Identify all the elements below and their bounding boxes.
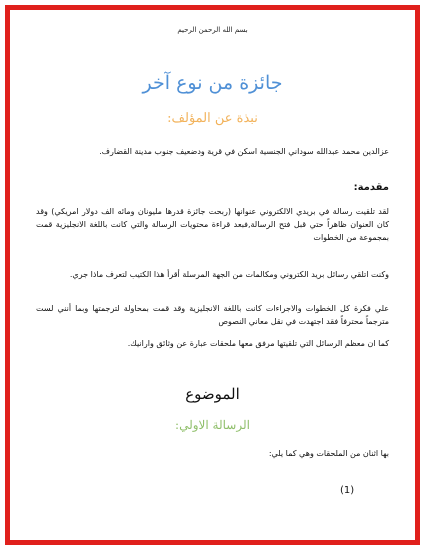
author-bio: عزالدين محمد عبدالله سوداني الجنسية اسكن في قرية ودضعيف جنوب مدينة القضارف. (99, 147, 389, 156)
paragraph-3: علي فكرة كل الخطوات والاجراءات كانت باللغة الانجليزية وقد قمت بمحاولة لترجمتها وبما أنني لست مترجماً محترفاً فقد اجتهدت في نقل معاني النصوص (36, 304, 389, 326)
author-heading: نبذة عن المؤلف: (167, 111, 258, 126)
document-title: جائزة من نوع آخر (142, 72, 283, 94)
paragraph-2: وكنت اتلقي رسائل بريد الكتروني ومكالمات من الجهة المرسلة أقرأ هذا الكتيب لتعرف ماذا جري. (69, 270, 389, 279)
page-number: (1) (340, 485, 355, 496)
letter-heading: الرسالة الاولي: (175, 418, 250, 432)
basmala: بسم الله الرحمن الرحيم (177, 26, 248, 34)
paragraph-4: كما ان معظم الرسائل التي تلقيتها مرفق معها ملحقات عبارة عن وثائق وارانيك. (127, 339, 389, 348)
document-page (5, 5, 420, 545)
topic-heading: الموضوع (185, 385, 240, 403)
letter-intro: بها اثنان من الملحقات وهي كما يلي: (268, 449, 389, 458)
intro-heading: مقدمة: (353, 182, 389, 193)
paragraph-1: لقد تلقيت رسالة في بريدي الالكتروني عنوانها (ربحت جائزة قدرها مليونان ومائه الف دولار امريكي) وقد كان العنوان ظاهراً حتي قبل فتح الرسالة,فبعد قراءة محتويات الرسالة والتي كانت باللغة الانجليزية قمت بمجموعة من الخطوات (36, 207, 389, 242)
